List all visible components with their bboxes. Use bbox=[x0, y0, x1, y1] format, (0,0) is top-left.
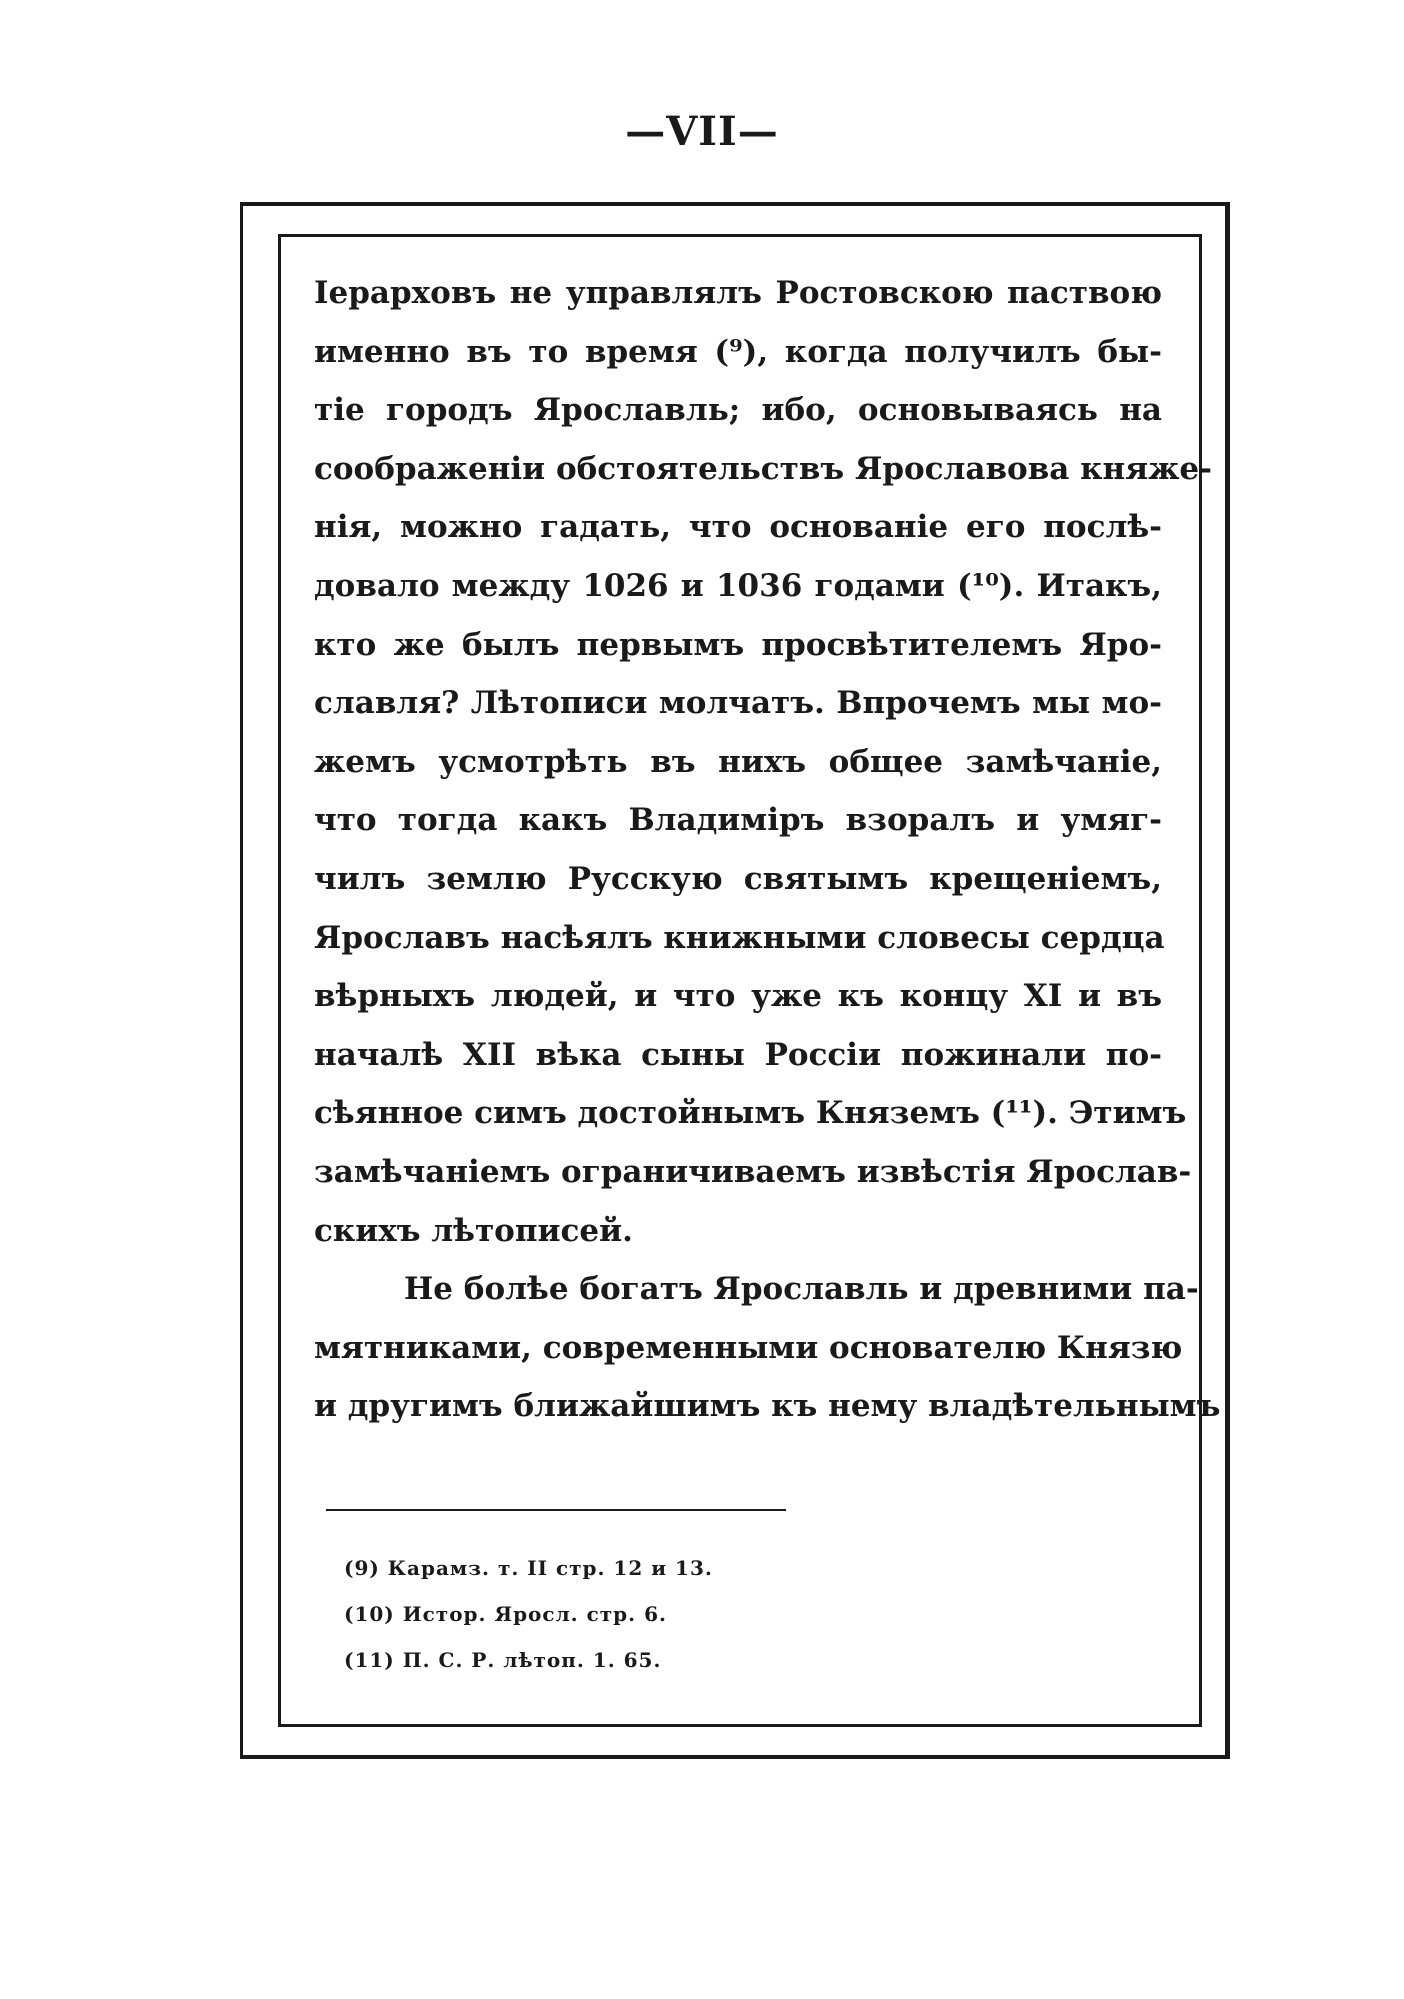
text-line: славля? Лѣтописи молчатъ. Впрочемъ мы мо- bbox=[314, 685, 1162, 722]
text-line: и другимъ ближайшимъ къ нему владѣтельнымъ bbox=[314, 1388, 1221, 1425]
text-line: началѣ XII вѣка сыны Россіи пожинали по- bbox=[314, 1036, 1162, 1073]
page-number: —VII— bbox=[625, 108, 779, 155]
text-line: жемъ усмотрѣть въ нихъ общее замѣчаніе, bbox=[314, 743, 1162, 780]
text-line: кто же былъ первымъ просвѣтителемъ Яро- bbox=[314, 626, 1162, 663]
text-line: Ярославъ насѣялъ книжными словесы сердца bbox=[314, 919, 1165, 956]
text-line: тіе городъ Ярославль; ибо, основываясь на bbox=[314, 392, 1162, 429]
text-line: именно въ то время (⁹), когда получилъ бы- bbox=[314, 333, 1162, 370]
paragraph-start-line: Не болѣе богатъ Ярославль и древними па- bbox=[404, 1271, 1199, 1308]
text-line: мятниками, современными основателю Князю bbox=[314, 1329, 1183, 1366]
text-line: нія, можно гадать, что основаніе его послѣ- bbox=[314, 509, 1162, 546]
footnote-separator bbox=[326, 1509, 786, 1511]
text-line: что тогда какъ Владиміръ взоралъ и умяг- bbox=[314, 802, 1162, 839]
text-line: скихъ лѣтописей. bbox=[314, 1212, 633, 1249]
footnote-9: (9) Карамз. т. II стр. 12 и 13. bbox=[344, 1556, 713, 1580]
text-line: довало между 1026 и 1036 годами (¹⁰). Итакъ, bbox=[314, 567, 1162, 604]
text-line: Іерарховъ не управлялъ Ростовскою паствою bbox=[314, 275, 1162, 311]
body-text bbox=[314, 264, 1221, 1436]
text-line: вѣрныхъ людей, и что уже къ концу XI и въ bbox=[314, 978, 1162, 1015]
text-line: замѣчаніемъ ограничиваемъ извѣстія Ярослав- bbox=[314, 1153, 1192, 1190]
footnote-11: (11) П. С. Р. лѣтоп. 1. 65. bbox=[344, 1648, 662, 1672]
text-line: соображеніи обстоятельствъ Ярославова княже- bbox=[314, 450, 1213, 487]
footnote-10: (10) Истор. Яросл. стр. 6. bbox=[344, 1602, 667, 1626]
footnotes bbox=[344, 1545, 1044, 1683]
text-line: сѣянное симъ достойнымъ Княземъ (¹¹). Этимъ bbox=[314, 1095, 1187, 1132]
text-line: чилъ землю Русскую святымъ крещеніемъ, bbox=[314, 860, 1162, 897]
